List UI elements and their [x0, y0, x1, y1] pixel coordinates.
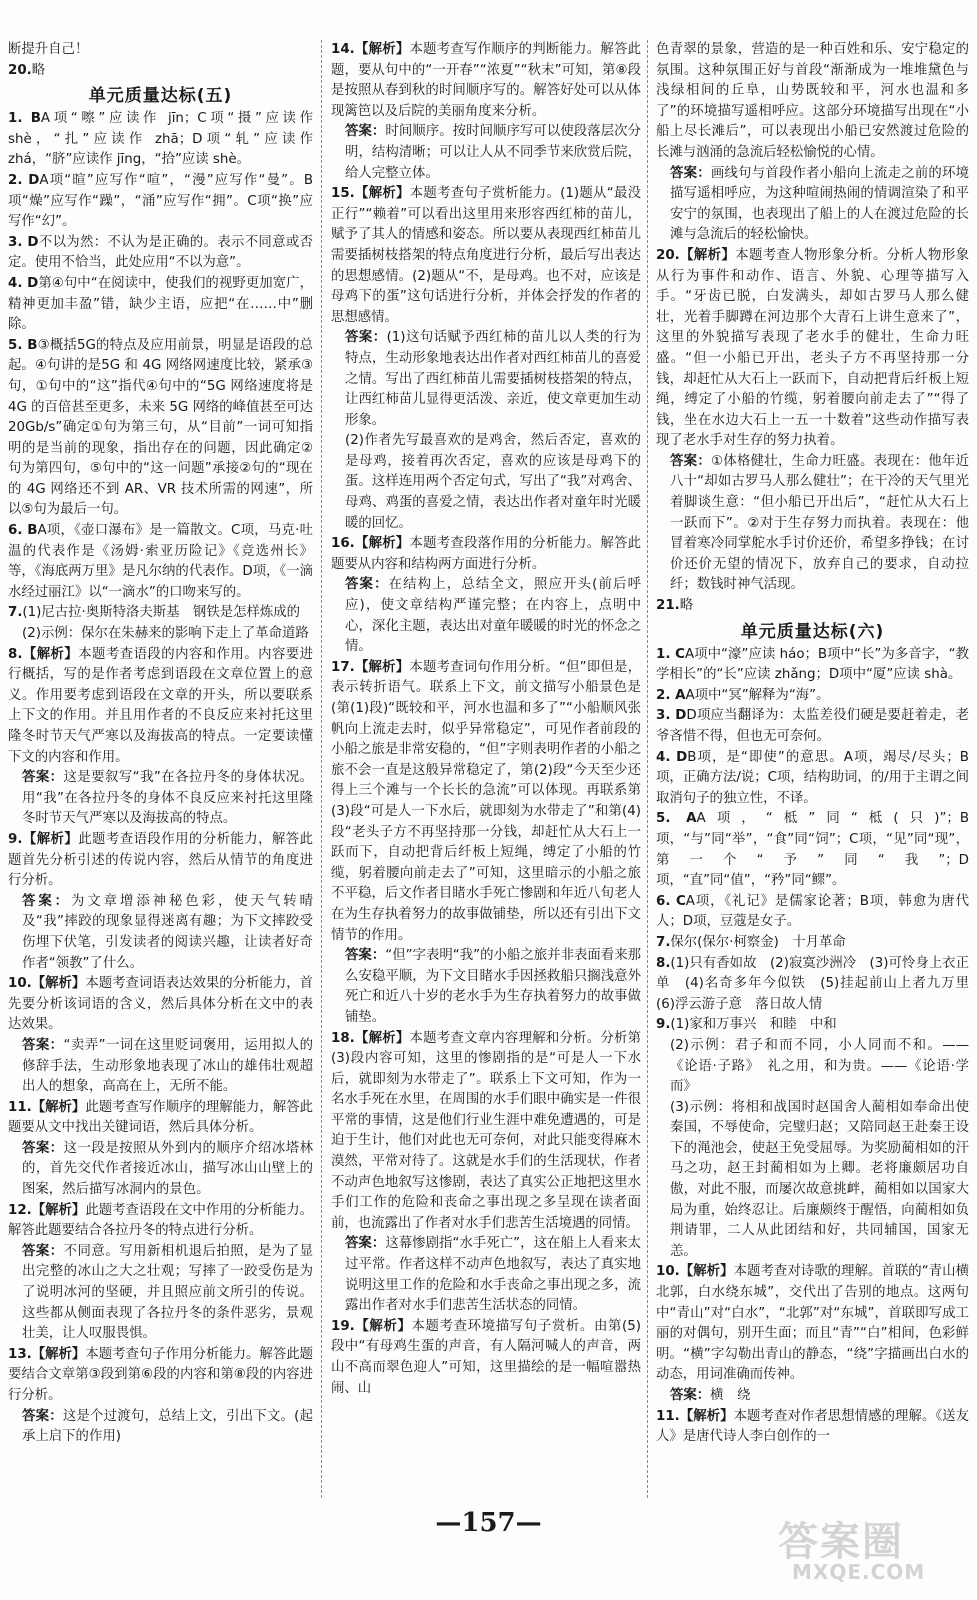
question-number: 3. D — [8, 234, 39, 250]
answer-label: 答案： — [670, 165, 711, 181]
question-text: 本题考查文章内容理解和分析。分析第(3)段内容可知，这里的惨剧指的是“可是人一下水后，就即刻为水带走了”。联系上下文可知，作为一名水手死在水里，在周围的水手们眼中确实是一件很平常的事情，这是他们行业生涯中难免遭遇的，可是迫于生计，他们对此也无可奈何，对此只能变得麻木漠然，平常对待了。这就是水手们的生活现状，作者不动声色地叙写这惨剧，表达了真实公正地把这里水手们工作的危险和丧命之事出现之多呈现在读者面前，也流露出了作者对水手们悲苦生活境遇的同情。 — [331, 1030, 641, 1231]
answer-text: 这是个过渡句，总结上文，引出下文。(起承上启下的作用) — [22, 1408, 313, 1445]
answer-label: 答案： — [345, 1236, 386, 1252]
question-text: 略 — [31, 62, 46, 78]
question-item — [656, 706, 969, 747]
answer-text: “卖弄”一词在这里贬词褒用，运用拟人的修辞手法，生动形象地表现了冰山的雄伟壮观超出人的想象，高高在上，无所不能。 — [22, 1037, 313, 1095]
answer-label: 答案： — [345, 948, 386, 964]
analysis-tag: 【解析】 — [354, 186, 410, 202]
question-text: A项，《礼记》是儒家论著；B项，韩愈为唐代人；D项，豆蔻是女子。 — [656, 893, 969, 930]
answer-text: 横 绕 — [710, 1388, 751, 1403]
question-text: (1)尼古拉·奥斯特洛夫斯基 钢铁是怎样炼成的 — [22, 605, 301, 621]
answer-label: 答案： — [22, 1037, 64, 1053]
question-item — [656, 1407, 969, 1448]
question-text: 此题考查语段在文中作用的分析能力。解答此题要结合各拉丹冬的特点进行分析。 — [8, 1202, 313, 1239]
answer-label: 答案： — [22, 893, 71, 909]
answer-text: 不同意。写用新相机退后拍照，是为了显出完整的冰山之大之壮观；写摔了一跤受伤是为了说明冰河的坚硬，并且照应前文所引的传说。这些都从侧面表现了各拉丹冬的条件恶劣，景观壮美，让人叹服畏惧。 — [22, 1243, 313, 1342]
question-text: 本题考查句子作用分析能力。解答此题要结合文章第③段到第⑥段的内容和第⑧段的内容进行分析。 — [8, 1346, 313, 1403]
answer-block — [8, 892, 313, 974]
answer-block — [656, 452, 969, 596]
analysis-tag: 【解析】 — [679, 1264, 734, 1280]
question-text: A项中“濠”应读 háo；B项中“长”为多音字，“教学相长”的“长”应读 zhǎng；D项中“厦”应读 shà。 — [656, 646, 969, 683]
question-text: 本题考查语段的内容和作用。内容要进行概括，写的是作者考虑到语段在文章位置上的意义。作用要考虑到语段在文章的开头，所以要联系上下文的作用。并且用作者的不良反应来衬托这里隆冬时节天气严寒以及海拔高的特点。一定要读懂下文的内容和作用。 — [8, 646, 313, 765]
answer-label: 答案： — [670, 1388, 711, 1403]
watermark-text: 答案圈 — [778, 1519, 904, 1565]
answer-block — [656, 164, 969, 246]
paragraph-text: (2)示例：君子和而不同，小人同而不和。——《论语·子路》 礼之用，和为贵。——《论语·学而》 — [670, 1037, 969, 1095]
question-text: B项，是“即使”的意思。A项，竭尽/尽头；B项，正确方法/说；C项，结构助词，的/用于主谓之间取消句子的独立性，不译。 — [656, 749, 969, 806]
answer-label: 答案： — [670, 453, 711, 469]
paragraph-text: (2)作者先写最喜欢的是鸡舍，然后否定，喜欢的是母鸡，接着再次否定，喜欢的应该是母鸡下的蛋。这样连用两个否定句式，写出了“我”对鸡舍、母鸡、鸡蛋的喜爱之情，表达出作者对童年时光暖暖的回忆。 — [345, 433, 641, 531]
question-number: 17. — [331, 659, 355, 675]
answer-text: 这一段是按照从外到内的顺序介绍冰塔林的，首先交代作者接近冰山，描写冰山山壁上的图案，然后描写冰洞内的景色。 — [22, 1140, 313, 1198]
paragraph-text: (2)示例：保尔在朱赫来的影响下走上了革命道路 — [22, 626, 309, 642]
question-number: 4. D — [8, 275, 39, 291]
question-item — [656, 892, 969, 933]
question-number: 20. — [8, 62, 32, 78]
question-item — [8, 645, 313, 769]
question-item — [8, 171, 313, 233]
question-item — [656, 1262, 969, 1386]
paragraph-text: (3)示例：将相和战国时赵国舍人蔺相如奉命出使秦国，不辱使命，完璧归赵；又陪同赵王赴秦王设下的渑池会，使赵王免受屈辱。为奖励蔺相如的汗马之功，赵王封蔺相如为上卿。老将廉颇居功自傲，对此不服，而屡次故意挑衅，蔺相如以国家大局为重，始终忍让。后廉颇终于醒悟，向蔺相如负荆请罪，二人从此团结和好，共同辅国，国家无恙。 — [670, 1099, 969, 1259]
question-text: 略 — [679, 598, 694, 614]
analysis-tag: 【解析】 — [22, 646, 79, 662]
question-item — [8, 974, 313, 1036]
question-item — [656, 933, 969, 954]
answer-block — [331, 122, 641, 184]
question-item — [8, 830, 313, 892]
analysis-tag: 【解析】 — [31, 1346, 86, 1362]
question-item — [331, 1029, 641, 1235]
question-item — [8, 603, 313, 624]
question-text: A项“嚓”应读作 jīn；C项“摄”应读作 shè，“扎”应读作 zhā；D项“轧”应读作 zhá，“脐”应读作 jīng，“拾”应读 shè。 — [8, 111, 313, 168]
question-text: 本题考查句子赏析能力。(1)题从“最没正行”“赖着”可以看出这里用来形容西红柿的苗儿，赋予了其人的情感和姿态。所以要从表现西红柿苗儿需要插树枝搭架的特点角度进行分析，最后写出表达的思想感情。(2)题从“不，是母鸡。也不对，应该是母鸡下的蛋”这句话进行分析，并体会抒发的作者的思想感情。 — [331, 186, 641, 325]
question-text: 不以为然：不认为是正确的。表示不同意或否定。使用不恰当，此处应用“不以为意”。 — [8, 234, 313, 271]
question-text: 保尔(保尔·柯察金) 十月革命 — [670, 934, 846, 950]
question-number: 21. — [656, 598, 680, 614]
question-number: 7. — [656, 934, 671, 950]
question-item — [656, 1015, 969, 1036]
question-number: 6. C — [656, 893, 686, 909]
question-item — [656, 686, 969, 707]
analysis-tag: 【解析】 — [679, 1408, 734, 1424]
question-item — [656, 954, 969, 1016]
question-number: 16. — [331, 536, 355, 552]
column-divider — [647, 40, 648, 1498]
question-text: 本题考查写作顺序的判断能力。解答此题，要从句中的“一开春”“浓夏”“秋末”可知，第⑧段是按照从春到秋的时间顺序写的。解答好处可以从体现篱笆以及后院的美丽角度来分析。 — [331, 42, 641, 119]
analysis-tag: 【解析】 — [354, 42, 410, 57]
question-item — [8, 274, 313, 336]
section-heading: 单元质量达标(五) — [88, 86, 233, 107]
question-text: 断提升自己！ — [8, 42, 89, 57]
question-number: 5. A — [656, 811, 697, 827]
question-item — [8, 40, 313, 61]
question-number: 7. — [8, 605, 23, 621]
question-number: 2. A — [656, 687, 686, 703]
answer-text: 画线句与首段作者小船向上流走之前的环境描写遥相呼应，为这种喧闹热闹的情调渲染了和平安宁的氛围，也表现出了船上的人在渡过危险的长滩与急流后的轻松愉快。 — [670, 165, 969, 243]
question-number: 10. — [656, 1264, 680, 1280]
analysis-tag: 【解析】 — [31, 1202, 86, 1218]
column-divider — [321, 40, 322, 1498]
question-item — [656, 809, 969, 891]
answer-block — [8, 1139, 313, 1201]
question-text: 本题考查对诗歌的理解。首联的“青山横北郭，白水绕东城”，交代出了告别的地点。这两句中“青山”对“白水”，“北郭”对“东城”，首联即写成工丽的对偶句，别开生面；而且“青”“白”相间，色彩鲜明。“横”字勾勒出青山的静态，“绕”字描画出白水的动态，用词准确而传神。 — [656, 1264, 969, 1383]
watermark-url: MXQE.COM — [792, 1560, 926, 1584]
question-text: A项，《壶口瀑布》是一篇散文。C项，马克·吐温的代表作是《汤姆·索亚历险记》《竞选州长》等，《海底两万里》是凡尔纳的代表作。D项，《一滴水经过丽江》以“一滴水”的口吻来写的。 — [8, 523, 313, 600]
question-item — [8, 1345, 313, 1407]
question-number: 15. — [331, 186, 355, 202]
answer-block — [8, 1242, 313, 1345]
question-item — [8, 109, 313, 171]
analysis-tag: 【解析】 — [31, 976, 86, 992]
answer-block — [8, 1407, 313, 1448]
analysis-tag: 【解析】 — [354, 1030, 410, 1046]
answer-text: (1)这句话赋予西红柿的苗儿以人类的行为特点，生动形象地表达出作者对西红柿苗儿的喜爱之情。写出了西红柿苗儿需要插树枝搭架的特点，让西红柿苗儿显得更活泼、亲近，使文章更加生动形象。 — [345, 330, 641, 428]
question-number: 9. — [8, 831, 23, 847]
question-text: ③概括5G的特点及应用前景，明显是语段的总起。④句讲的是5G 和 4G 网络网速度比较，紧承③句，①句中的“这”指代④句中的“5G 网络速度将是 4G 的百倍甚至更多，未来 5G 网络的峰值甚至可达 20Gb/s”确定①句为第三句，从“目前”一词可知指明的是当前的现象，指出存在的问题，因此确定②句为第四句，⑤句中的“这一问题”承接②句的“现在的 4G 网络还不到 AR、VR 技术所需的网速”，所以⑤句为最后一句。 — [8, 337, 313, 518]
answer-text: 这是要叙写“我”在各拉丹冬的身体状况。用“我”在各拉丹冬的身体不良反应来衬托这里隆冬时节天气严寒以及海拔高的特点。 — [22, 770, 313, 827]
question-item — [8, 233, 313, 274]
question-item — [8, 1098, 313, 1139]
question-number: 8. — [8, 646, 23, 662]
question-item — [656, 748, 969, 810]
answer-block — [8, 1036, 313, 1098]
question-number: 14. — [331, 42, 355, 57]
question-text: D项应当翻译为：太监差役们硬是要赶着走，老爷吝惜不得，但也无可奈何。 — [656, 708, 969, 744]
question-number: 1. B — [8, 111, 41, 127]
question-number: 19. — [331, 1318, 355, 1334]
question-number: 11. — [656, 1408, 680, 1424]
question-text: A项中“冥”解释为“海”。 — [685, 687, 830, 703]
column-left — [8, 40, 313, 1498]
question-number: 5. B — [8, 337, 38, 353]
question-text: A项，“柢”同“柢(只)”；B项，“与”同“举”，“食”同“饲”；C项，“见”同“现”，第一个“予”同“我”；D项，“直”同“值”，“矜”同“鳏”。 — [656, 811, 969, 889]
answer-text: 这幕惨剧指“水手死亡”，这在船上人看来太过平常。作者这样不动声色地叙写，表达了真实地说明这里工作的危险和水手丧命之事出现之多，流露出作者对水手们悲苦生活状态的同情。 — [345, 1236, 641, 1314]
answer-block — [331, 575, 641, 657]
analysis-tag: 【解析】 — [22, 831, 79, 847]
question-number: 4. D — [656, 749, 688, 765]
question-number: 10. — [8, 976, 32, 992]
answer-text: 时间顺序。按时间顺序写可以使段落层次分明，结构清晰；可以让人从不同季节来欣赏后院，给人完整立体。 — [345, 124, 641, 181]
answer-text: 在结构上，总结全文，照应开头(前后呼应)，使文章结构严谨完整；在内容上，点明中心，深化主题，表达出对童年暖暖的时光的怀念之情。 — [345, 577, 641, 655]
question-text: 本题考查词语表达效果的分析能力，首先要分析该词语的含义，然后具体分析在文中的表达效果。 — [8, 976, 313, 1033]
answer-block — [331, 328, 641, 431]
answer-label: 答案： — [22, 770, 64, 786]
answer-text: ①体格健壮，生命力旺盛。表现在：他年近八十“却如古罗马人那么健壮”；在干冷的天气里光着脚谈生意：“但小船已开出后”，“赶忙从大石上一跃而下”。②对于生存努力而执着。表现在：他冒着寒冷同掌舵水手讨价还价，希望多挣钱；在讨价还价无望的情况下，放弃自己的要求，自动拉纤；数钱时神气活现。 — [670, 453, 969, 593]
question-item — [331, 658, 641, 946]
question-item — [8, 61, 313, 82]
answer-label: 答案： — [345, 330, 387, 346]
question-number: 3. D — [656, 708, 687, 724]
question-text: (1)只有香如故 (2)寂寞沙洲冷 (3)可怜身上衣正单 (4)名奇多年今似铁 (5)挂起前山上者九万里 (6)浮云游子意 落日故人情 — [656, 955, 969, 1012]
question-text: 本题考查人物形象分析。分析人物形象从行为事件和动作、语言、外貌、心理等描写入手。“牙齿已脱，白发满头，却如古罗马人那么健壮，光着手脚蹲在河边那个大青石上讲生意来了”，这里的外貌描写表现了老水手的健壮，生命力旺盛。“但一小船已开出，老头子方不再坚持那一分钱，却赶忙从大石上一跃而下，自动把背后纤板上短绳，缚定了小船的竹缆，躬着腰向前走去了”“得了钱，坐在水边大石上一五一十数着”这些动作描写表现了老水手对生存的努力执着。 — [656, 247, 969, 449]
answer-block — [331, 1234, 641, 1316]
question-item — [656, 645, 969, 686]
question-text: 本题考查对作者思想情感的理解。《送友人》是唐代诗人李白创作的一 — [656, 1408, 969, 1445]
question-number: 11. — [8, 1099, 32, 1115]
question-text: 本题考查段落作用的分析能力。解答此题要从内容和结构两方面进行分析。 — [331, 536, 641, 572]
answer-label: 答案： — [22, 1408, 63, 1424]
answer-text: 为文章增添神秘色彩，使天气转晴及“我”摔跤的现象显得迷离有趣；为下文摔跤受伤埋下伏笔，引发读者的阅读兴趣，让读者好奇作者“领教”了什么。 — [22, 893, 313, 971]
question-number: 1. C — [656, 646, 685, 662]
question-item — [8, 336, 313, 521]
question-item — [331, 534, 641, 575]
question-number: 8. — [656, 955, 671, 971]
answer-block — [8, 768, 313, 830]
question-item — [331, 40, 641, 122]
answer-label: 答案： — [22, 1243, 64, 1259]
answer-block — [656, 1386, 969, 1407]
question-text: 此题考查写作顺序的理解能力，解答此题要从文中找出关键词语，然后具体分析。 — [8, 1099, 313, 1136]
analysis-tag: 【解析】 — [679, 247, 736, 263]
analysis-tag: 【解析】 — [354, 659, 410, 675]
analysis-tag: 【解析】 — [354, 1318, 412, 1334]
question-text: 此题考查语段作用的分析能力，解答此题首先分析引述的传说内容，然后从情节的角度进行分析。 — [8, 831, 313, 889]
question-number: 13. — [8, 1346, 32, 1362]
watermark-logo — [778, 1510, 963, 1588]
question-item — [331, 1317, 641, 1399]
answer-block — [331, 946, 641, 1028]
question-number: 6. B — [8, 523, 38, 539]
column-middle — [331, 40, 641, 1498]
question-text: 本题考查环境描写句子赏析。由第(5)段中“有母鸡生蛋的声音，有人隔河喊人的声音，两山不高而翠色迎人”可知，这里描绘的是一幅喧嚣热闹、山 — [331, 1318, 641, 1396]
question-text: (1)家和万事兴 和睦 中和 — [670, 1017, 837, 1033]
answer-text: “但”字表明“我”的小船之旅并非表面看来那么安稳平顺，为下文目睹水手因拯救船只搁浅意外死亡和近八十岁的老水手为生存执着努力的故事做铺垫。 — [345, 948, 641, 1025]
question-text: 第④句中“在阅读中，使我们的视野更加宽广，精神更加丰盈”错，缺少主语，应把“在……中”删除。 — [8, 275, 313, 333]
question-number: 9. — [656, 1017, 671, 1033]
answer-label: 答案： — [345, 577, 389, 593]
question-text: A项“暄”应写作“喧”，“漫”应写作“曼”。B项“燥”应写作“躁”，“涌”应写作“拥”。C项“换”应写作“幻”。 — [8, 172, 313, 230]
question-item — [8, 521, 313, 603]
answer-label: 答案： — [345, 124, 386, 140]
question-number: 12. — [8, 1202, 32, 1218]
paragraph-text: 色青翠的景象，营造的是一种百姓和乐、安宁稳定的氛围。这种氛围正好与首段“渐渐成为一堆堆黛色与浅绿相间的丘阜，山势既较和平，河水也温和多了”的环境描写遥相呼应。这部分环境描写出现在“小船上尽长滩后”，可以表现出小船已安然渡过危险的长滩与汹涌的急流后轻松愉悦的心情。 — [656, 42, 969, 160]
section-heading: 单元质量达标(六) — [740, 621, 885, 642]
question-item — [8, 1201, 313, 1242]
page-number: —157— — [435, 1508, 542, 1538]
question-text: 本题考查词句作用分析。“但”即但是，表示转折语气。联系上下文，前文描写小船景色是(第(1)段)“既较和平，河水也温和多了”“小船顺风张帆向上流走去时，似乎异常稳定”，可见作者前段的小船之旅是非常安稳的，“但”字则表明作者的小船之旅不会一直是这般异常稳定了，第(2)段“今天至少还得上三个滩与一个长长的急流”可以体现。再联系第(3)段“可是人一下水后，就即刻为水带走了”和第(4)段“老头子方不再坚持那一分钱，却赶忙从大石上一跃而下，自动把背后纤板上短绳，缚定了小船的竹缆，躬着腰向前走去了”可知，这里暗示的小船之旅不平稳，后文作者目睹水手死亡惨剧和年近八旬老人在为生存执着努力的故事做铺垫，所以还有引出下文情节的作用。 — [331, 659, 641, 943]
question-number: 20. — [656, 247, 680, 263]
question-item — [656, 246, 969, 452]
question-item — [656, 596, 969, 617]
analysis-tag: 【解析】 — [31, 1099, 86, 1115]
answer-label: 答案： — [22, 1140, 64, 1156]
question-number: 2. D — [8, 172, 40, 188]
analysis-tag: 【解析】 — [354, 536, 410, 552]
question-number: 18. — [331, 1030, 355, 1046]
question-item — [331, 184, 641, 328]
column-right — [656, 40, 969, 1498]
